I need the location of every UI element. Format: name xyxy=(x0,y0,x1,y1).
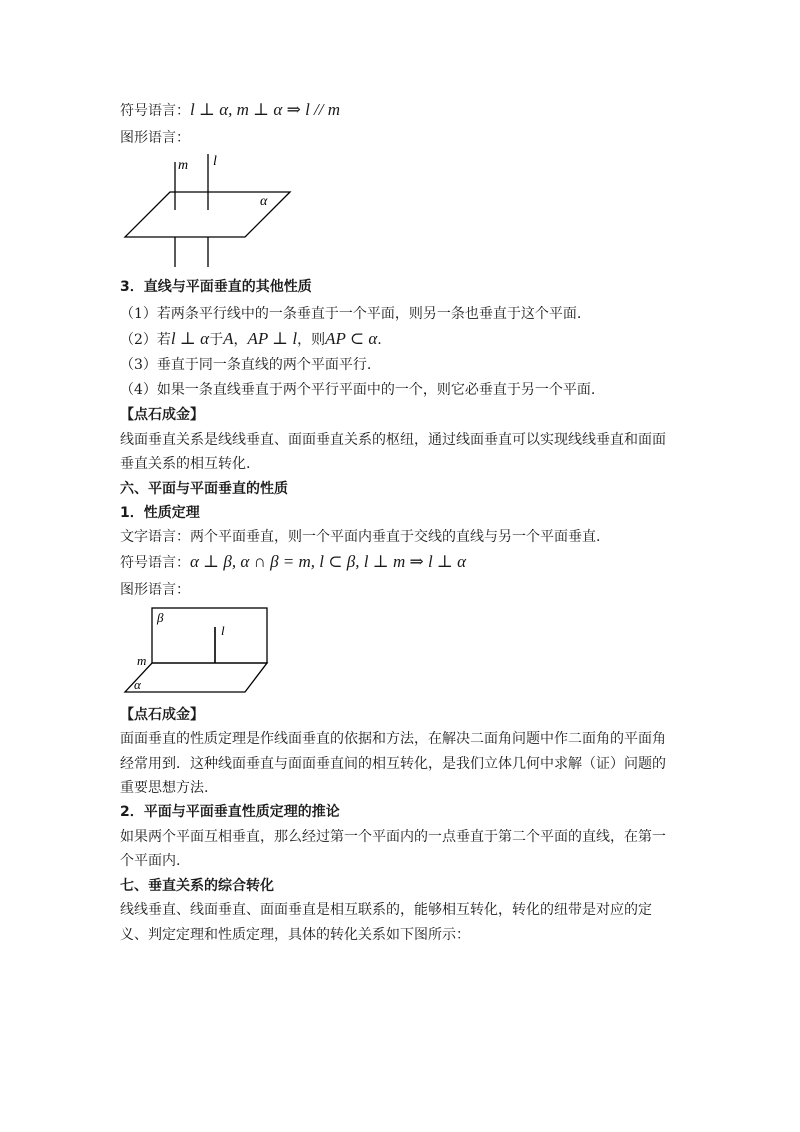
tip-title-2: 【点石成金】 xyxy=(120,707,204,723)
tip-title-1: 【点石成金】 xyxy=(120,407,204,423)
sec6-2-line-1: 如果两个平面互相垂直，那么经过第一个平面内的一点垂直于第二个平面的直线，在第一 xyxy=(120,829,666,845)
sec7-line-1: 线线垂直、线面垂直、面面垂直是相互联系的，能够相互转化，转化的纽带是对应的定 xyxy=(120,902,652,918)
formula-perpendicular-parallel: l ⊥ α, m ⊥ α ⇒ l // m xyxy=(190,100,341,119)
sec3-item-2: （2）若l ⊥ α于A，AP ⊥ l，则AP ⊂ α. xyxy=(120,329,382,348)
sec3-item-1: （1）若两条平行线中的一条垂直于一个平面，则另一条也垂直于这个平面. xyxy=(120,306,582,322)
tip2-line-3: 重要思想方法. xyxy=(120,780,209,796)
tip2-line-2: 经常用到．这种线面垂直与面面垂直间的相互转化，是我们立体几何中求解（证）问题的 xyxy=(120,756,666,772)
heading-section-6: 六、平面与平面垂直的性质 xyxy=(120,481,288,497)
heading-section-7: 七、垂直关系的综合转化 xyxy=(120,878,274,894)
label-l: l xyxy=(213,154,217,169)
label-m: m xyxy=(178,158,189,173)
plane-beta xyxy=(152,608,267,663)
heading-section-3: 3．直线与平面垂直的其他性质 xyxy=(120,279,312,295)
graphic-language-label-2: 图形语言： xyxy=(120,582,190,598)
heading-6-2: 2．平面与平面垂直性质定理的推论 xyxy=(120,804,340,820)
formula-ap-perp-l: AP ⊥ l xyxy=(247,329,298,348)
sec3-item-4: （4）如果一条直线垂直于两个平行平面中的一个，则它必垂直于另一个平面. xyxy=(120,382,596,398)
sec6-2-line-2: 个平面内. xyxy=(120,853,181,869)
label-m-2: m xyxy=(137,653,147,668)
tip1-line-2: 垂直关系的相互转化. xyxy=(120,456,251,472)
formula-point-a: A xyxy=(223,329,234,348)
symbolic-label-2: 符号语言： xyxy=(120,555,190,571)
symbolic-label: 符号语言： xyxy=(120,103,190,119)
label-l-2: l xyxy=(221,623,225,638)
formula-plane-perp-property: α ⊥ β, α ∩ β = m, l ⊂ β, l ⊥ m ⇒ l ⊥ α xyxy=(190,552,467,571)
text-language-line: 文字语言：两个平面垂直，则一个平面内垂直于交线的直线与另一个平面垂直. xyxy=(120,529,601,545)
sec7-line-2: 义、判定定理和性质定理，具体的转化关系如下图所示： xyxy=(120,927,470,943)
figure-two-lines-perpendicular-plane xyxy=(120,152,320,272)
formula-ap-in-alpha: AP ⊂ α xyxy=(325,329,378,348)
figure-perpendicular-planes xyxy=(120,605,290,695)
heading-6-1: 1．性质定理 xyxy=(120,505,200,521)
label-alpha: α xyxy=(260,194,268,209)
label-beta: β xyxy=(157,610,164,625)
tip2-line-1: 面面垂直的性质定理是作线面垂直的依据和方法，在解决二面角问题中作二面角的平面角 xyxy=(120,731,666,747)
sec3-item-3: （3）垂直于同一条直线的两个平面平行. xyxy=(120,357,372,373)
tip1-line-1: 线面垂直关系是线线垂直、面面垂直关系的枢纽，通过线面垂直可以实现线线垂直和面面 xyxy=(120,432,666,448)
symbolic-language-line-1 xyxy=(120,100,340,121)
formula-l-perp-alpha: l ⊥ α xyxy=(170,329,210,348)
symbolic-language-line-2 xyxy=(120,552,466,573)
label-alpha-2: α xyxy=(134,677,141,692)
graphic-language-label-1: 图形语言： xyxy=(120,130,190,146)
